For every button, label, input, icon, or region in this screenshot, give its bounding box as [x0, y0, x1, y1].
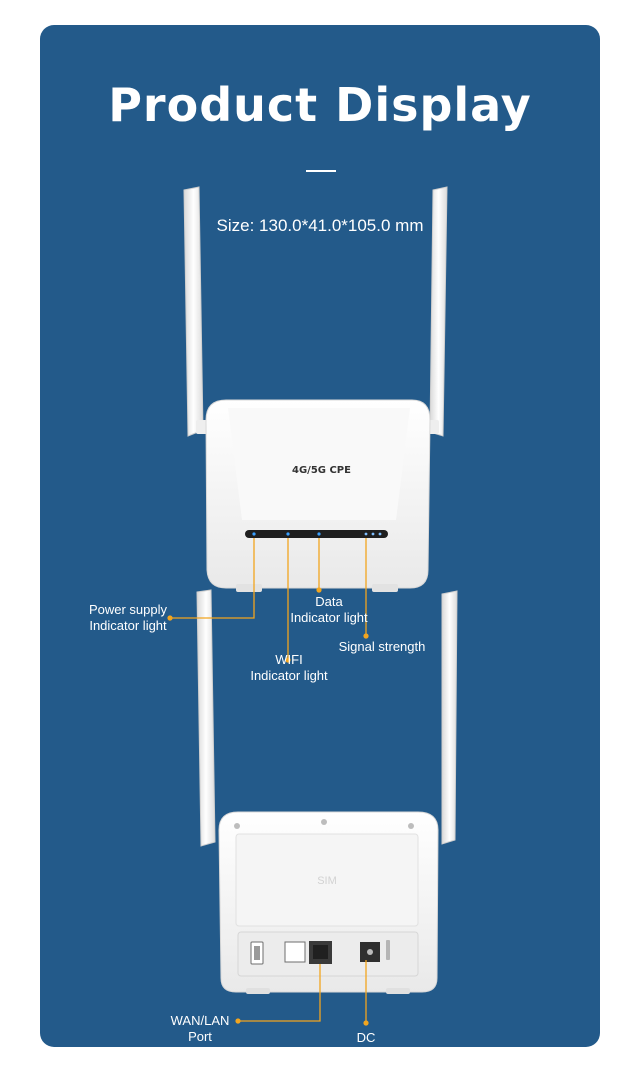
signal-strength-label — [330, 639, 434, 655]
usb-port-inner — [254, 946, 260, 960]
signal-label-text: Signal strength — [338, 639, 426, 654]
data-callout-dot — [316, 587, 321, 592]
wifi-label-line1: WIFI — [275, 652, 303, 667]
data-led — [317, 532, 320, 535]
data-indicator-label — [284, 594, 374, 626]
router-front-view — [184, 187, 447, 592]
dc-callout-dot — [363, 1020, 368, 1025]
signal-led-2 — [372, 533, 375, 536]
wan-lan-port-label — [158, 1013, 242, 1045]
data-label-line2: Indicator light — [290, 610, 368, 625]
page-title: Product Display — [108, 78, 532, 132]
power-led — [252, 532, 255, 535]
lan-port-empty — [285, 942, 305, 962]
wifi-indicator-label — [244, 652, 334, 684]
wifi-led — [286, 532, 289, 535]
dc-label-text: DC — [356, 1030, 376, 1045]
dc-jack-pin — [367, 949, 373, 955]
power-label-line1: Power supply — [88, 602, 168, 617]
power-switch — [386, 940, 390, 960]
back-left-foot — [246, 988, 270, 994]
screw-center — [321, 819, 327, 825]
device-logo: 4G/5G CPE — [292, 465, 351, 476]
dc-label — [348, 1030, 384, 1046]
signal-callout-dot — [363, 633, 368, 638]
signal-led-3 — [379, 533, 382, 536]
left-antenna-back — [197, 590, 215, 846]
wan-label-line1: WAN/LAN — [170, 1013, 230, 1028]
size-text: Size: 130.0*41.0*105.0 mm — [216, 216, 424, 235]
power-label-line2: Indicator light — [89, 618, 167, 633]
back-right-foot — [386, 988, 410, 994]
power-indicator-label — [80, 602, 176, 634]
sim-label: SIM — [317, 875, 337, 887]
wan-label-line2: Port — [188, 1029, 212, 1044]
right-antenna-front — [430, 187, 447, 436]
data-label-line1: Data — [315, 594, 343, 609]
wan-lan-port-inner — [313, 945, 328, 959]
front-left-foot — [236, 584, 262, 592]
screw-left — [234, 823, 240, 829]
wifi-label-line2: Indicator light — [250, 668, 328, 683]
right-antenna-back — [442, 591, 457, 844]
front-right-foot — [372, 584, 398, 592]
screw-right — [408, 823, 414, 829]
left-antenna-front — [184, 187, 203, 436]
signal-led-1 — [365, 533, 368, 536]
front-face-panel — [228, 408, 410, 520]
